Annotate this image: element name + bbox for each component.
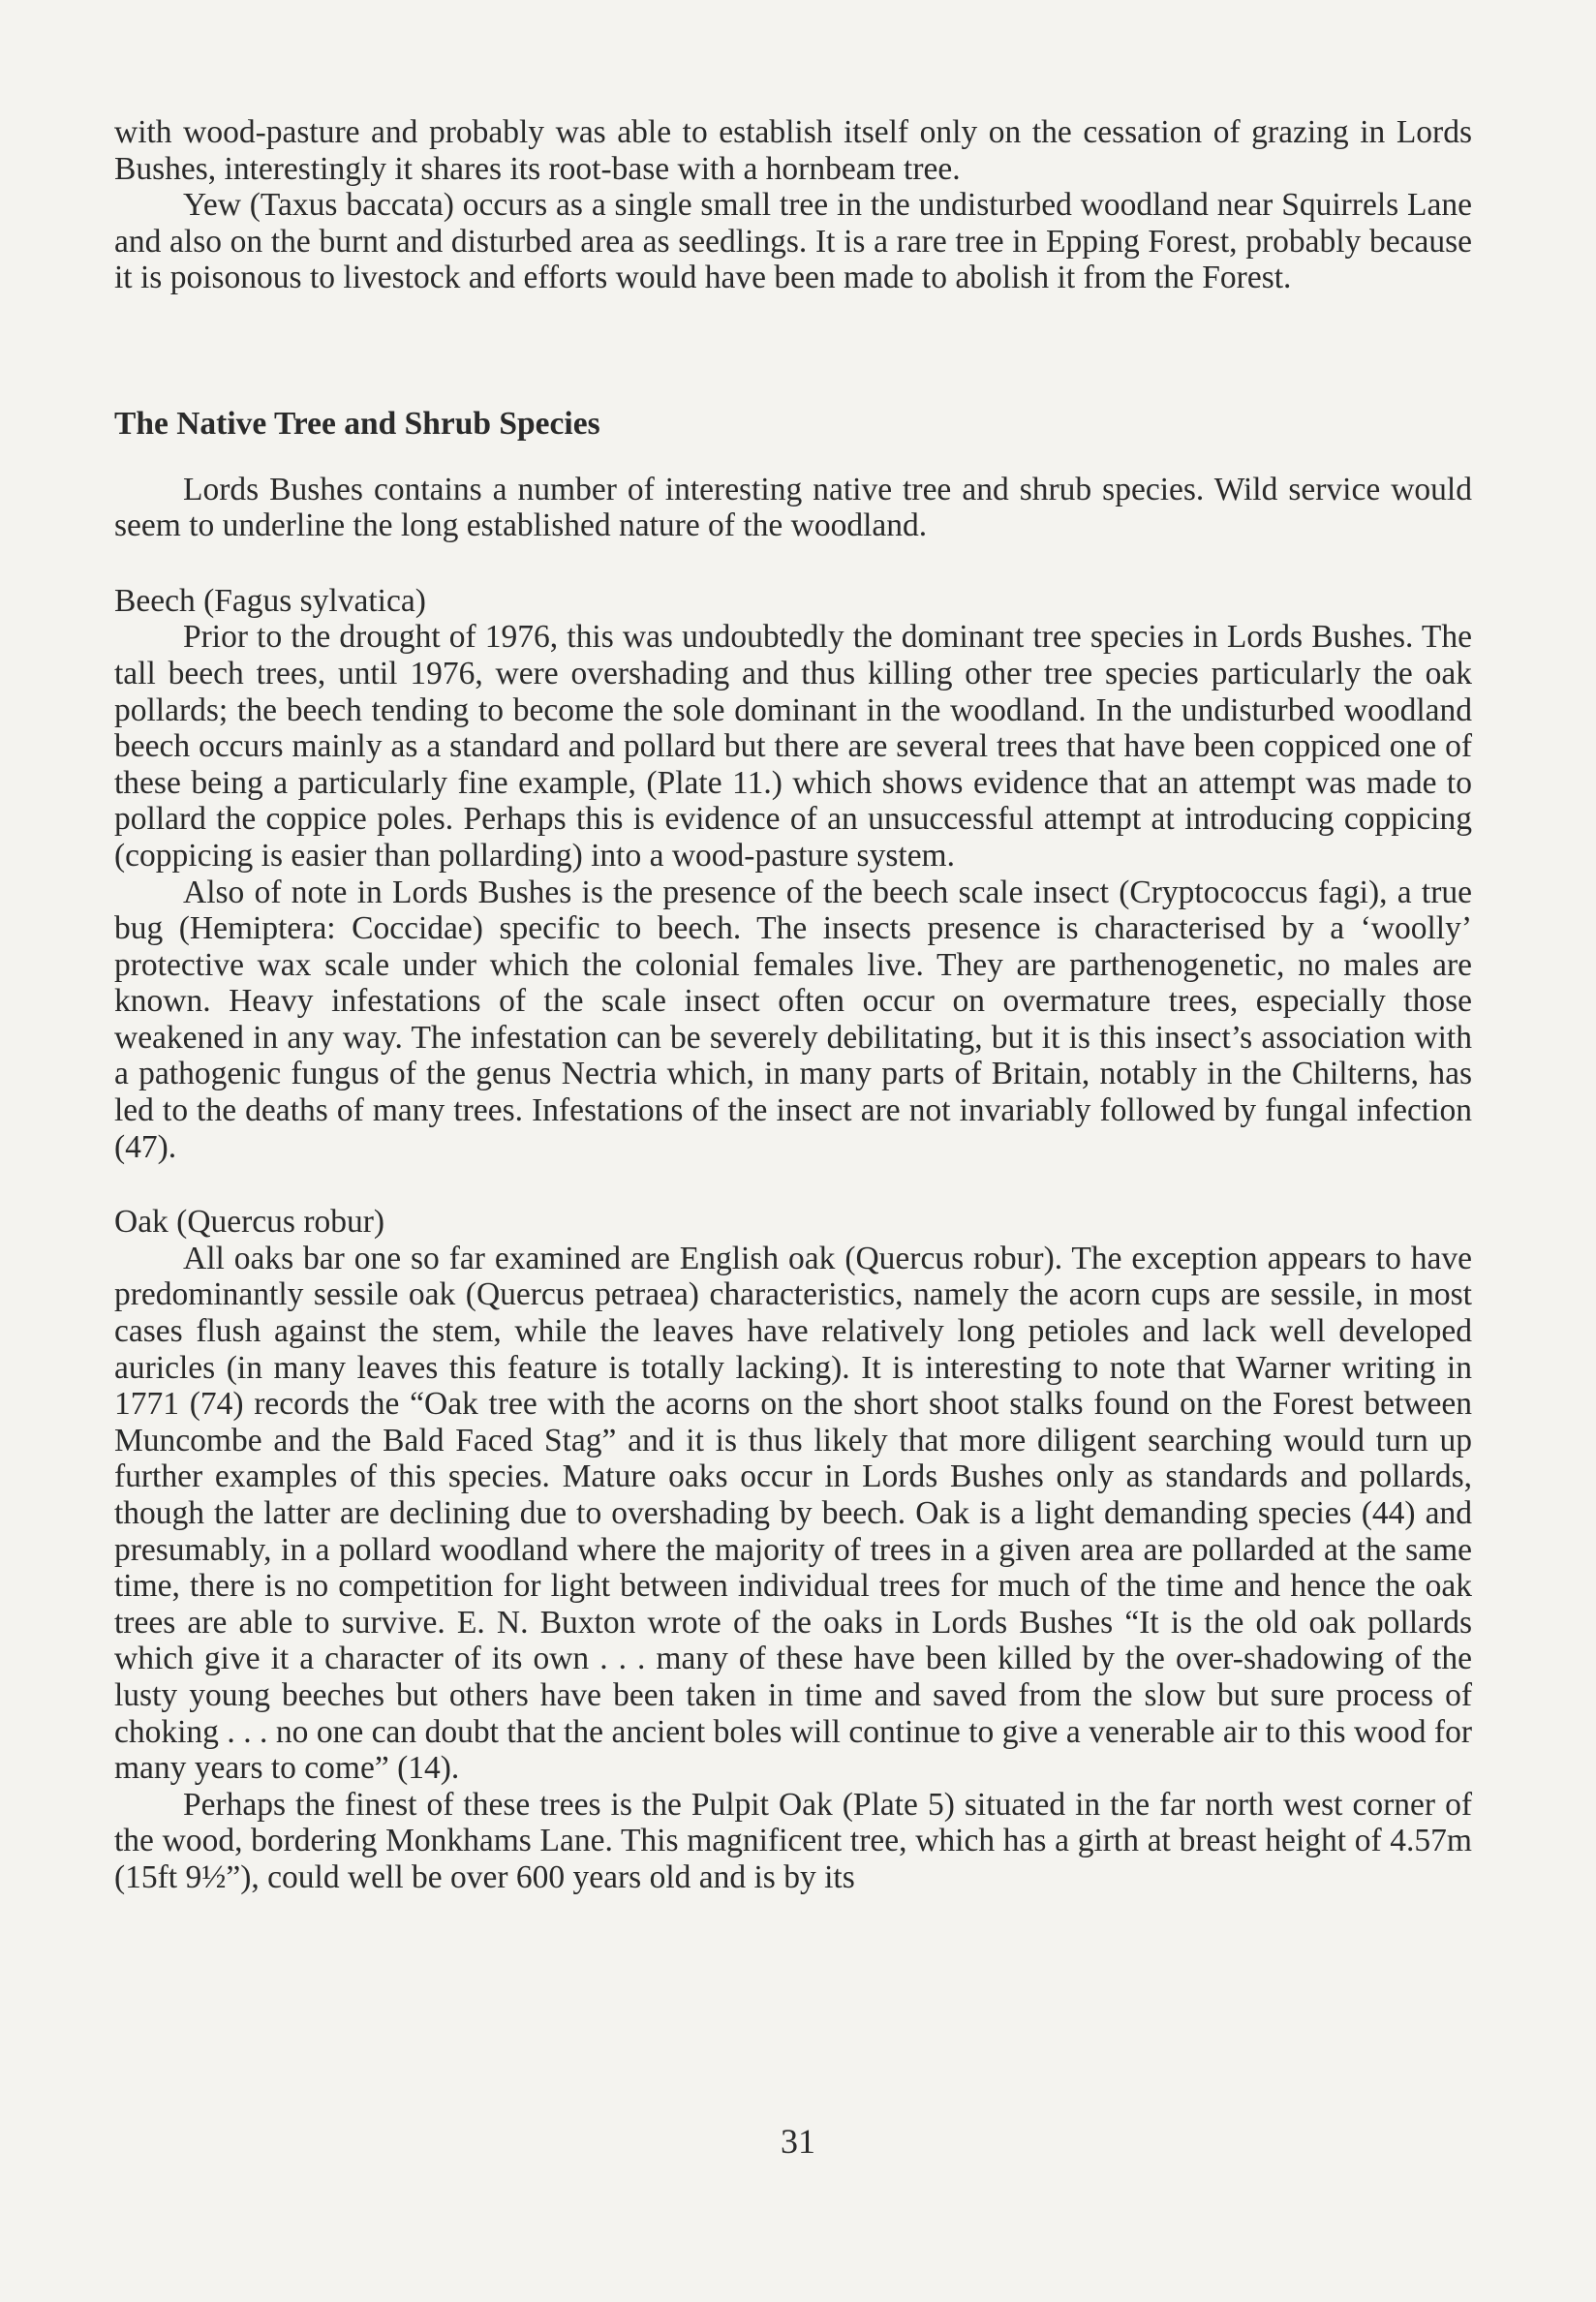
paragraph: All oaks bar one so far examined are English oak (Quercus robur). The exception appears to have predominantly sessile oak (Quercus petraea) characteristics, namely the acorn cups are sessile, in most cases flush against the stem, while the leaves have relatively long petioles and lack well developed auricles (in many leaves this feature is totally lacking). It is interesting to note that Warner writing in 1771 (74) records the “Oak tree with the acorns on the short shoot stalks found on the Forest between Muncombe and the Bald Faced Stag” and it is thus likely that more diligent searching would turn up further examples of this species. Mature oaks occur in Lords Bushes only as standards and pollards, though the latter are declining due to overshading by beech. Oak is a light demanding species (44) and presumably, in a pollard woodland where the majority of trees in a given area are pollarded at the same time, there is no competition for light between individual trees for much of the time and hence the oak trees are able to survive. E. N. Buxton wrote of the oaks in Lords Bushes “It is the old oak pollards which give it a character of its own . . . many of these have been killed by the over-shadowing of the lusty young beeches but others have been taken in time and saved from the slow but sure process of choking . . . no one can doubt that the ancient boles will continue to give a venerable air to this wood for many years to come” (14). [114,1240,1472,1787]
paragraph: Lords Bushes contains a number of interesting native tree and shrub species. Wild service would seem to underline the long established nature of the woodland. [114,471,1472,544]
species-heading-beech: Beech (Fagus sylvatica) [114,582,426,619]
paragraph: Yew (Taxus baccata) occurs as a single small tree in the undisturbed woodland near Squirrels Lane and also on the burnt and disturbed area as seedlings. It is a rare tree in Epping Forest, probably because it is poisonous to livestock and efforts would have been made to abolish it from the Forest. [114,187,1472,296]
page-number: 31 [781,2122,815,2161]
paragraph: Perhaps the finest of these trees is the Pulpit Oak (Plate 5) situated in the far north west corner of the wood, bordering Monkhams Lane. This magnificent tree, which has a girth at breast height of 4.57m (15ft 9½”), could well be over 600 years old and is by its [114,1786,1472,1895]
species-heading-oak: Oak (Quercus robur) [114,1204,385,1241]
document-page [114,114,1472,1896]
paragraph: with wood-pasture and probably was able to establish itself only on the cessation of grazing in Lords Bushes, interestingly it shares its root-base with a hornbeam tree. [114,114,1472,187]
paragraph: Prior to the drought of 1976, this was undoubtedly the dominant tree species in Lords Bushes. The tall beech trees, until 1976, were overshading and thus killing other tree species particularly the oak pollards; the beech tending to become the sole dominant in the woodland. In the undisturbed woodland beech occurs mainly as a standard and pollard but there are several trees that have been coppiced one of these being a particularly fine example, (Plate 11.) which shows evidence that an attempt was made to pollard the coppice poles. Perhaps this is evidence of an unsuccessful attempt at introducing coppicing (coppicing is easier than pollarding) into a wood-pasture system. [114,619,1472,874]
section-heading: The Native Tree and Shrub Species [114,405,600,442]
paragraph: Also of note in Lords Bushes is the presence of the beech scale insect (Cryptococcus fagi), a true bug (Hemiptera: Coccidae) specific to beech. The insects presence is characterised by a ‘woolly’ protective wax scale under which the colonial females live. They are parthenogenetic, no males are known. Heavy infestations of the scale insect often occur on overmature trees, especially those weakened in any way. The infestation can be severely debilitating, but it is this insect’s association with a pathogenic fungus of the genus Nectria which, in many parts of Britain, notably in the Chilterns, has led to the deaths of many trees. Infestations of the insect are not invariably followed by fungal infection (47). [114,874,1472,1165]
